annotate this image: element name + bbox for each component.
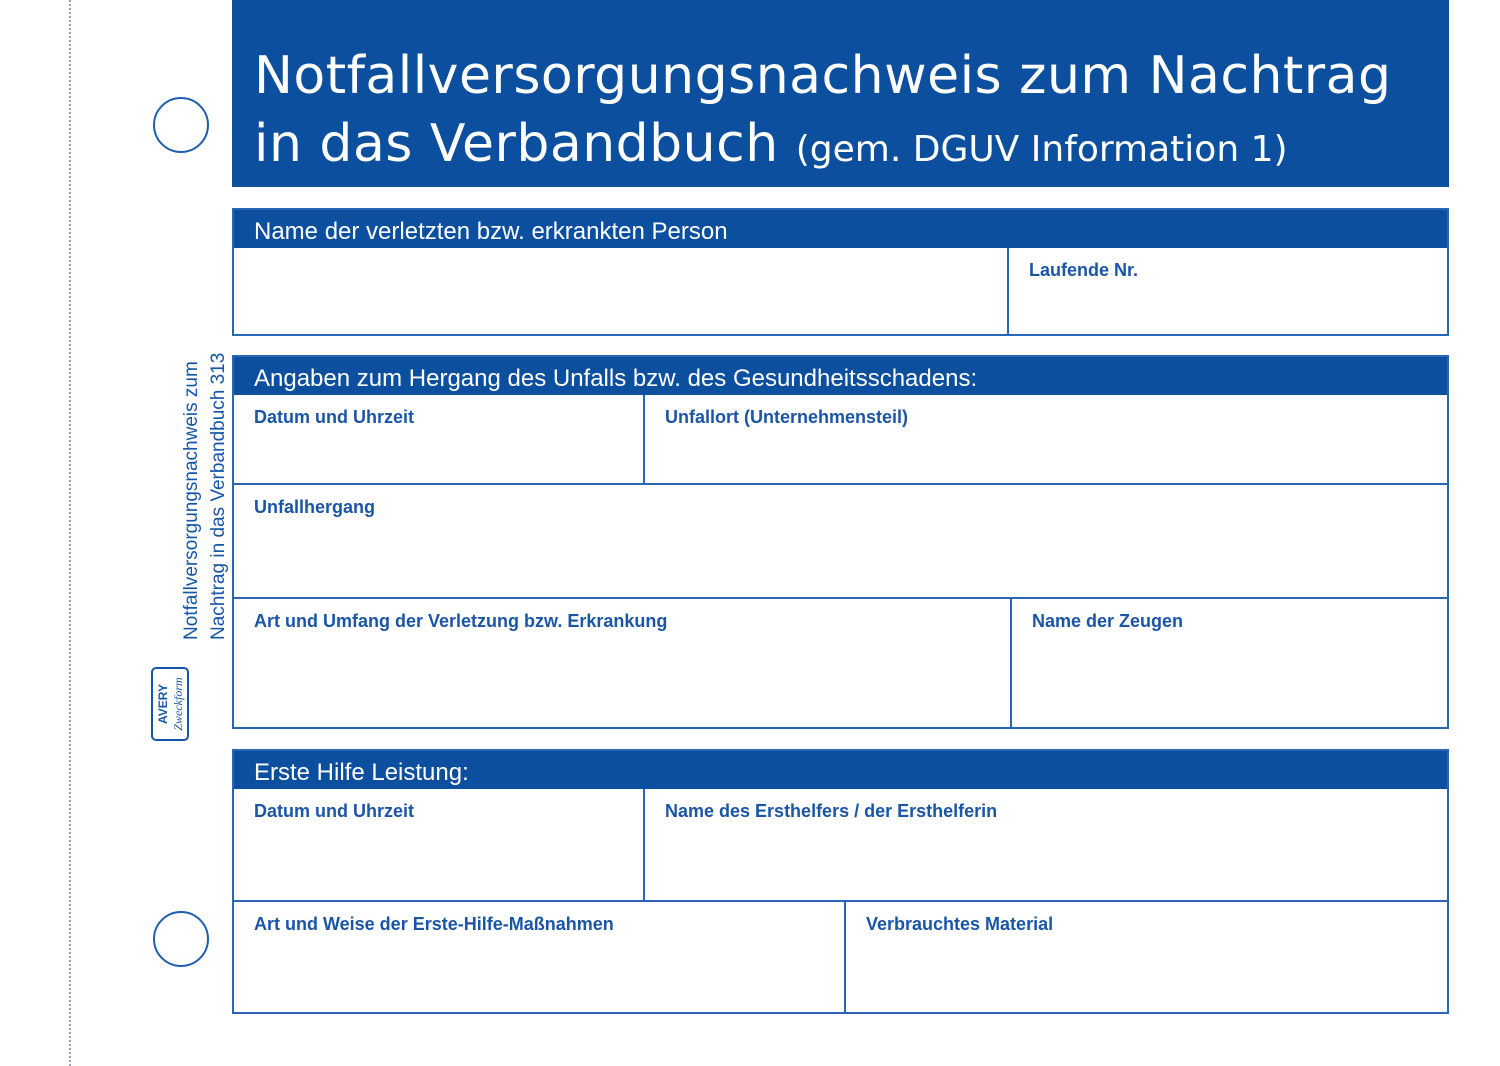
- material-used-field[interactable]: [844, 902, 1447, 1012]
- title-line1: Notfallversorgungsnachweis zum Nachtrag: [254, 46, 1392, 106]
- first-aid-row-1: [234, 789, 1447, 900]
- first-aid-measures-label: Art und Weise der Erste-Hilfe-Maßnahmen: [254, 914, 614, 934]
- incident-date-time-field[interactable]: [234, 395, 643, 483]
- first-aider-name-label: Name des Ersthelfers / der Ersthelferin: [665, 801, 998, 821]
- perforation-line: [69, 0, 71, 1066]
- person-row: [234, 248, 1447, 334]
- person-section: [232, 208, 1449, 336]
- punch-hole-top: [153, 97, 209, 153]
- side-label: [178, 353, 232, 640]
- side-label-line2: Nachtrag in das Verbandbuch 313: [208, 352, 229, 640]
- incident-section: [232, 355, 1449, 729]
- first-aid-section: [232, 749, 1449, 1014]
- title-line2-main: in das Verbandbuch: [254, 114, 779, 174]
- incident-location-field[interactable]: [643, 395, 1447, 483]
- witness-label: Name der Zeugen: [1032, 611, 1184, 631]
- material-used-label: Verbrauchtes Material: [866, 914, 1054, 934]
- running-number-label: Laufende Nr.: [1029, 260, 1139, 280]
- incident-row-2: [234, 483, 1447, 597]
- incident-location-label: Unfallort (Unternehmensteil): [665, 407, 909, 427]
- incident-row-1: [234, 395, 1447, 483]
- running-number-field[interactable]: [1007, 248, 1447, 334]
- person-name-field[interactable]: [234, 248, 1007, 334]
- incident-date-time-label: Datum und Uhrzeit: [254, 407, 414, 427]
- first-aider-name-field[interactable]: [643, 789, 1447, 900]
- brand-logo: [144, 660, 200, 748]
- punch-hole-bottom: [153, 911, 209, 967]
- first-aid-date-time-field[interactable]: [234, 789, 643, 900]
- incident-row-3: [234, 597, 1447, 729]
- incident-course-label: Unfallhergang: [254, 497, 376, 517]
- title-banner: [232, 0, 1449, 187]
- side-label-line1: Notfallversorgungsnachweis zum: [181, 361, 202, 640]
- title-reference: (gem. DGUV Information 1): [795, 129, 1288, 170]
- first-aid-measures-field[interactable]: [234, 902, 844, 1012]
- person-section-header: Name der verletzten bzw. erkrankten Person: [234, 210, 1447, 248]
- first-aid-row-2: [234, 900, 1447, 1012]
- svg-text:AVERY: AVERY: [156, 683, 170, 725]
- incident-section-header: Angaben zum Hergang des Unfalls bzw. des Gesundheitsschadens:: [234, 357, 1447, 395]
- incident-course-field[interactable]: [234, 485, 1447, 597]
- first-aid-section-header: Erste Hilfe Leistung:: [234, 751, 1447, 789]
- injury-label: Art und Umfang der Verletzung bzw. Erkrankung: [254, 611, 668, 631]
- title-line2: [254, 110, 1449, 184]
- svg-text:Zweckform: Zweckform: [171, 677, 185, 731]
- first-aid-date-time-label: Datum und Uhrzeit: [254, 801, 414, 821]
- injury-field[interactable]: [234, 599, 1010, 729]
- witness-field[interactable]: [1010, 599, 1447, 729]
